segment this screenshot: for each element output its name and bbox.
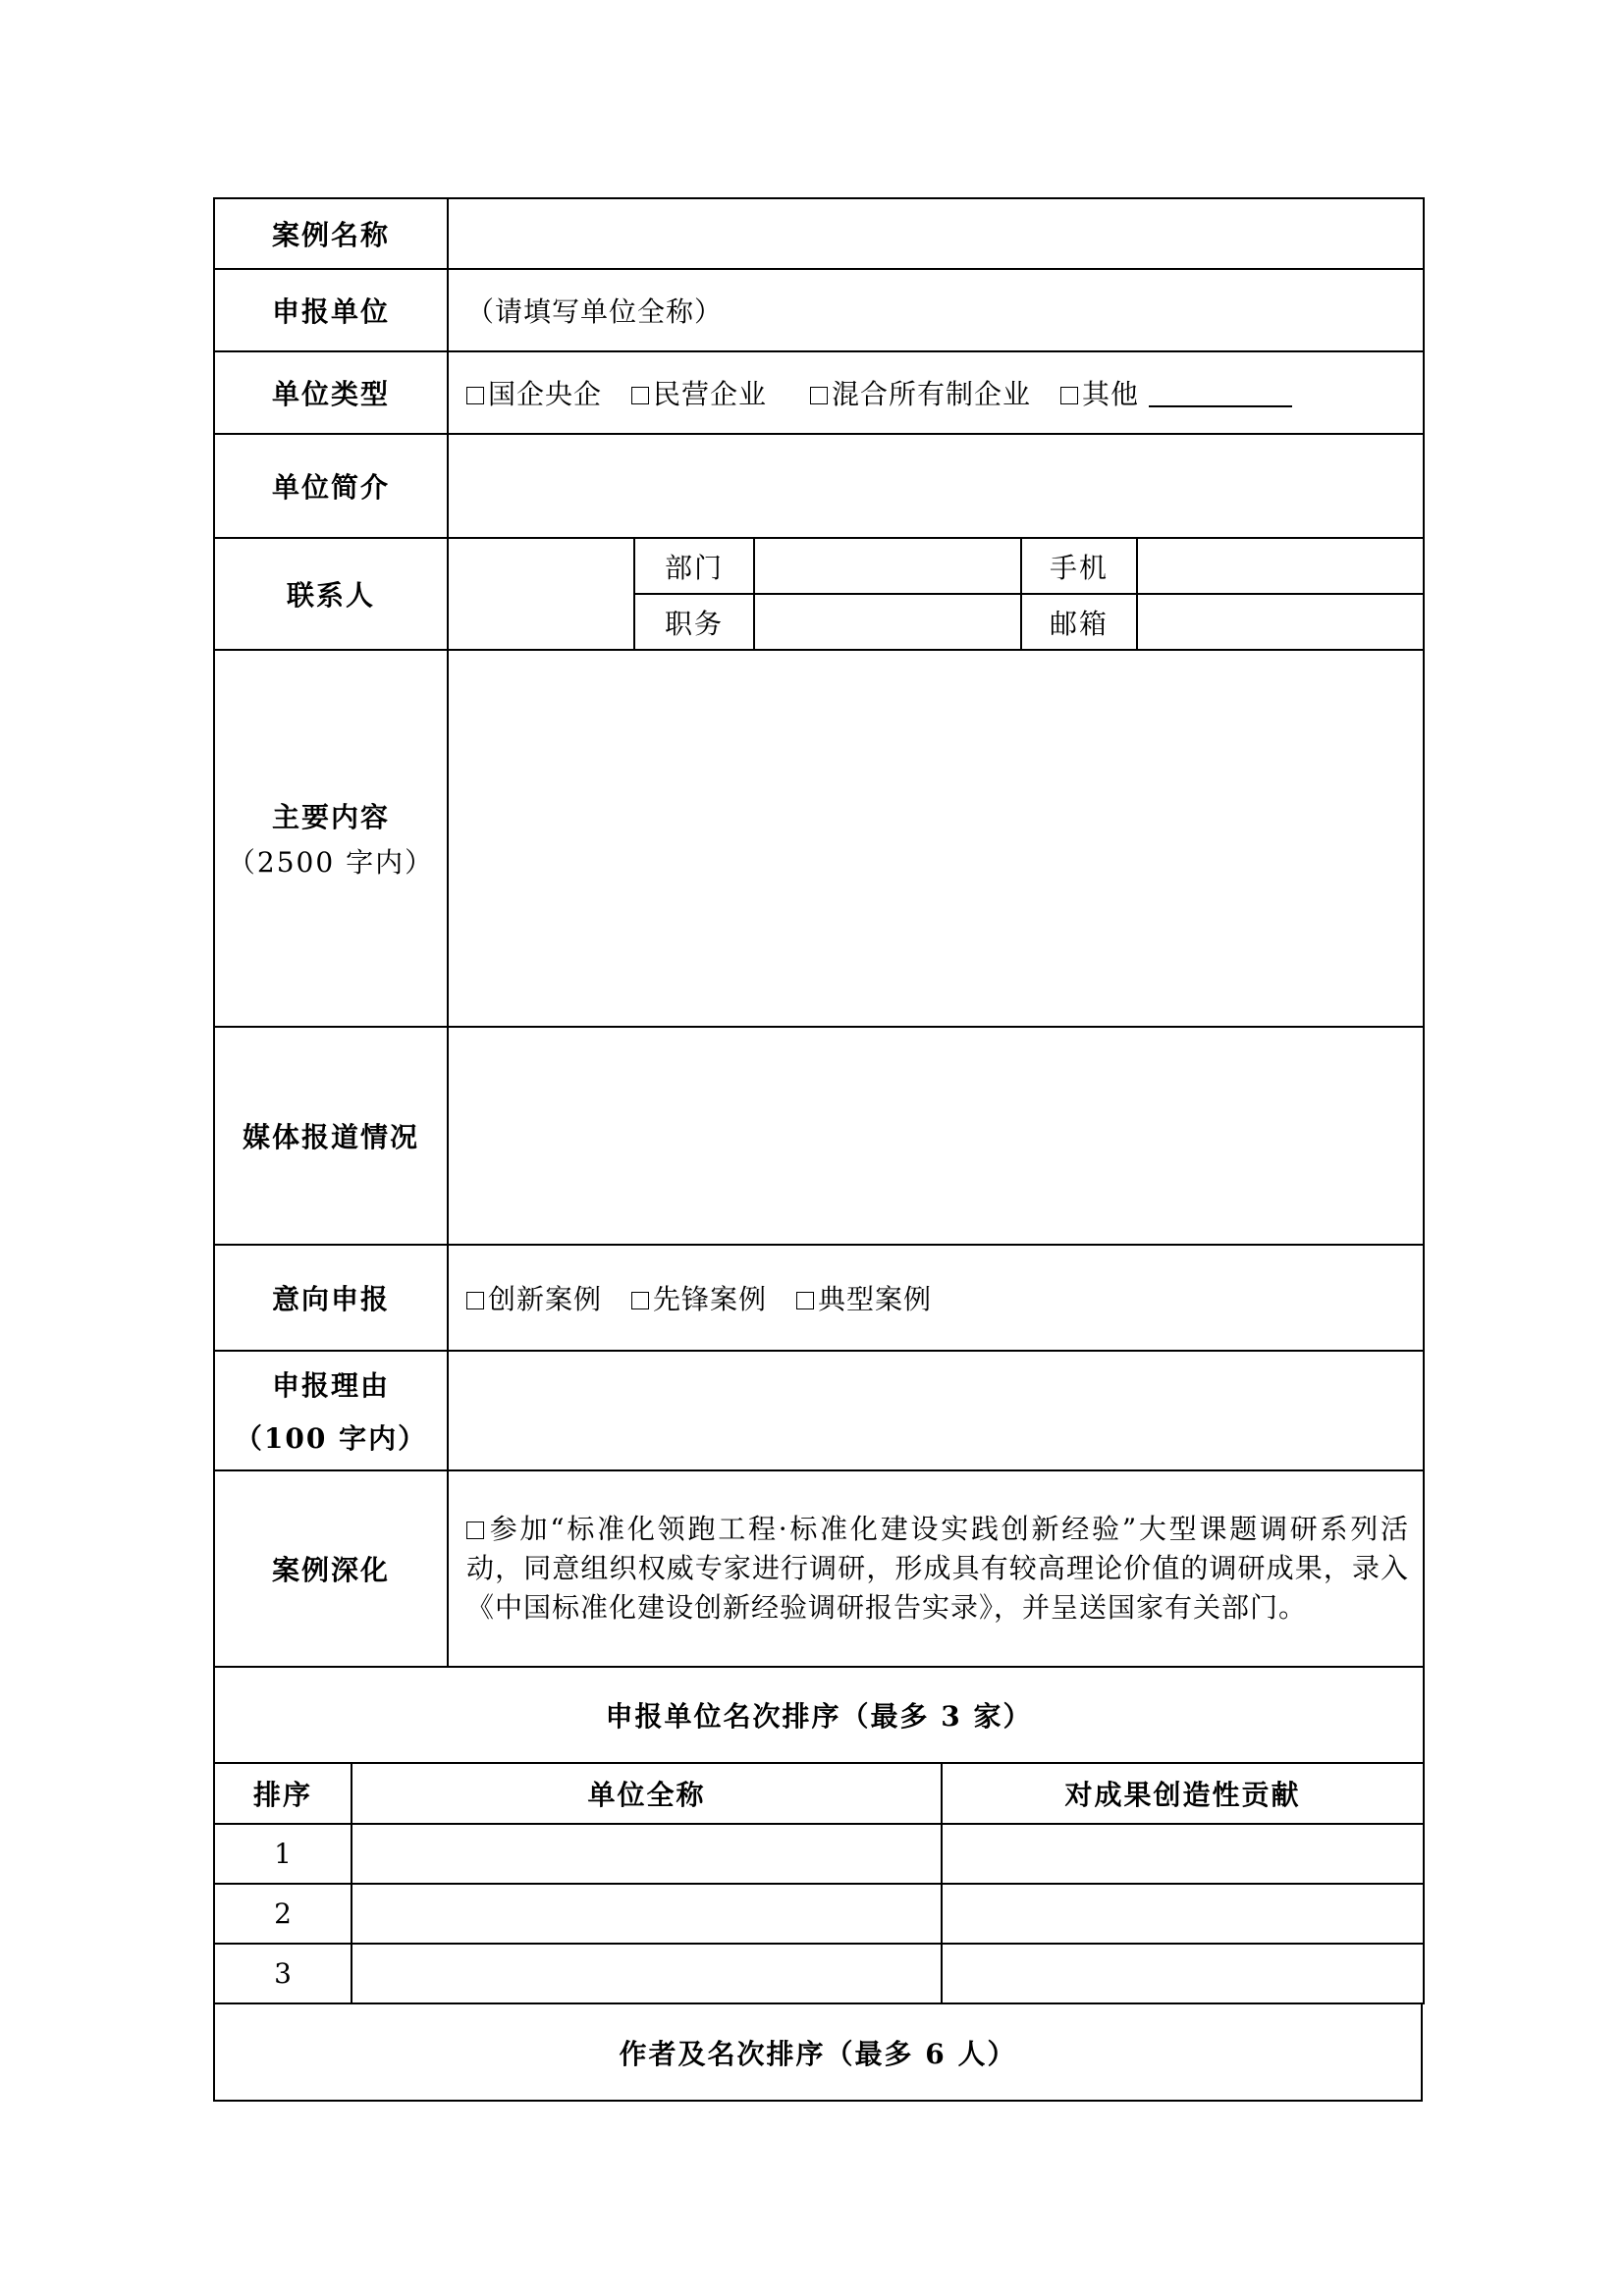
unit-field[interactable] — [448, 269, 1424, 351]
reason-note: （100 字内） — [234, 1422, 428, 1455]
rank-contribution-field[interactable] — [942, 1944, 1424, 2003]
email-field[interactable] — [1137, 594, 1424, 650]
option-other[interactable]: 其他 — [1060, 373, 1292, 412]
dept-label: 部门 — [634, 538, 754, 594]
option-innovation[interactable]: 创新案例 — [466, 1278, 602, 1317]
authors-table — [213, 2002, 1423, 2102]
other-blank-line[interactable] — [1149, 384, 1292, 407]
contact-name-field[interactable] — [448, 538, 634, 650]
checkbox-icon[interactable] — [631, 387, 649, 404]
checkbox-icon[interactable] — [1060, 387, 1078, 404]
unit-intro-label: 单位简介 — [214, 434, 448, 538]
rank-unit-field[interactable] — [352, 1824, 942, 1884]
deepen-text: 参加“标准化领跑工程·标准化建设实践创新经验”大型课题调研系列活动，同意组织权威专家进行调研，形成具有较高理论价值的调研成果，录入《中国标准化建设创新经验调研报告实录》，并呈送国家有关部门。 — [466, 1513, 1410, 1624]
phone-field[interactable] — [1137, 538, 1424, 594]
option-soe[interactable]: 国企央企 — [466, 373, 602, 412]
unit-intro-field[interactable] — [448, 434, 1424, 538]
unit-type-options — [448, 351, 1424, 434]
ranking-title: 申报单位名次排序（最多 3 家） — [214, 1667, 1424, 1763]
contact-label: 联系人 — [214, 538, 448, 650]
checkbox-icon[interactable] — [631, 1292, 649, 1309]
main-content-label-cell — [214, 650, 448, 1027]
row-ranking-title — [214, 1667, 1424, 1763]
table-row — [214, 1944, 1424, 2003]
ranking-table — [213, 1762, 1425, 2004]
option-typical[interactable]: 典型案例 — [796, 1278, 932, 1317]
application-form — [213, 197, 1423, 2102]
ranking-header-contribution: 对成果创造性贡献 — [942, 1763, 1424, 1824]
intent-options — [448, 1245, 1424, 1351]
position-label: 职务 — [634, 594, 754, 650]
checkbox-icon[interactable] — [466, 1292, 484, 1309]
table-row — [214, 1884, 1424, 1944]
row-intent — [214, 1245, 1424, 1351]
row-unit — [214, 269, 1424, 351]
row-media — [214, 1027, 1424, 1245]
case-name-field[interactable] — [448, 198, 1424, 269]
row-contact-1 — [214, 538, 1424, 594]
checkbox-icon[interactable] — [796, 1292, 814, 1309]
unit-label: 申报单位 — [214, 269, 448, 351]
row-unit-type — [214, 351, 1424, 434]
ranking-header-unit: 单位全称 — [352, 1763, 942, 1824]
email-label: 邮箱 — [1021, 594, 1137, 650]
option-mixed[interactable]: 混合所有制企业 — [810, 373, 1031, 412]
main-content-field[interactable] — [448, 650, 1424, 1027]
media-label: 媒体报道情况 — [214, 1027, 448, 1245]
checkbox-icon[interactable] — [810, 387, 828, 404]
table-row — [214, 1824, 1424, 1884]
rank-contribution-field[interactable] — [942, 1824, 1424, 1884]
rank-unit-field[interactable] — [352, 1884, 942, 1944]
reason-field[interactable] — [448, 1351, 1424, 1470]
row-deepen — [214, 1470, 1424, 1667]
row-case-name — [214, 198, 1424, 269]
rank-number: 2 — [214, 1884, 352, 1944]
reason-label: 申报理由 — [271, 1369, 390, 1402]
authors-title: 作者及名次排序（最多 6 人） — [214, 2003, 1422, 2101]
row-main-content — [214, 650, 1424, 1027]
row-authors-title — [214, 2003, 1422, 2101]
checkbox-icon[interactable] — [466, 387, 484, 404]
rank-number: 3 — [214, 1944, 352, 2003]
reason-label-cell — [214, 1351, 448, 1470]
unit-type-label: 单位类型 — [214, 351, 448, 434]
phone-label: 手机 — [1021, 538, 1137, 594]
main-content-note: （2500 字内） — [227, 846, 435, 879]
option-private[interactable]: 民营企业 — [631, 373, 767, 412]
rank-contribution-field[interactable] — [942, 1884, 1424, 1944]
form-table-main — [213, 197, 1425, 1764]
case-name-label: 案例名称 — [214, 198, 448, 269]
row-unit-intro — [214, 434, 1424, 538]
intent-label: 意向申报 — [214, 1245, 448, 1351]
row-reason — [214, 1351, 1424, 1470]
rank-number: 1 — [214, 1824, 352, 1884]
option-pioneer[interactable]: 先锋案例 — [631, 1278, 767, 1317]
ranking-header-rank: 排序 — [214, 1763, 352, 1824]
rank-unit-field[interactable] — [352, 1944, 942, 2003]
media-field[interactable] — [448, 1027, 1424, 1245]
unit-placeholder: （请填写单位全称） — [466, 295, 724, 328]
deepen-label: 案例深化 — [214, 1470, 448, 1667]
checkbox-icon[interactable] — [466, 1522, 484, 1539]
ranking-header-row — [214, 1763, 1424, 1824]
dept-field[interactable] — [754, 538, 1021, 594]
main-content-label: 主要内容 — [271, 801, 390, 833]
deepen-text-cell — [448, 1470, 1424, 1667]
position-field[interactable] — [754, 594, 1021, 650]
